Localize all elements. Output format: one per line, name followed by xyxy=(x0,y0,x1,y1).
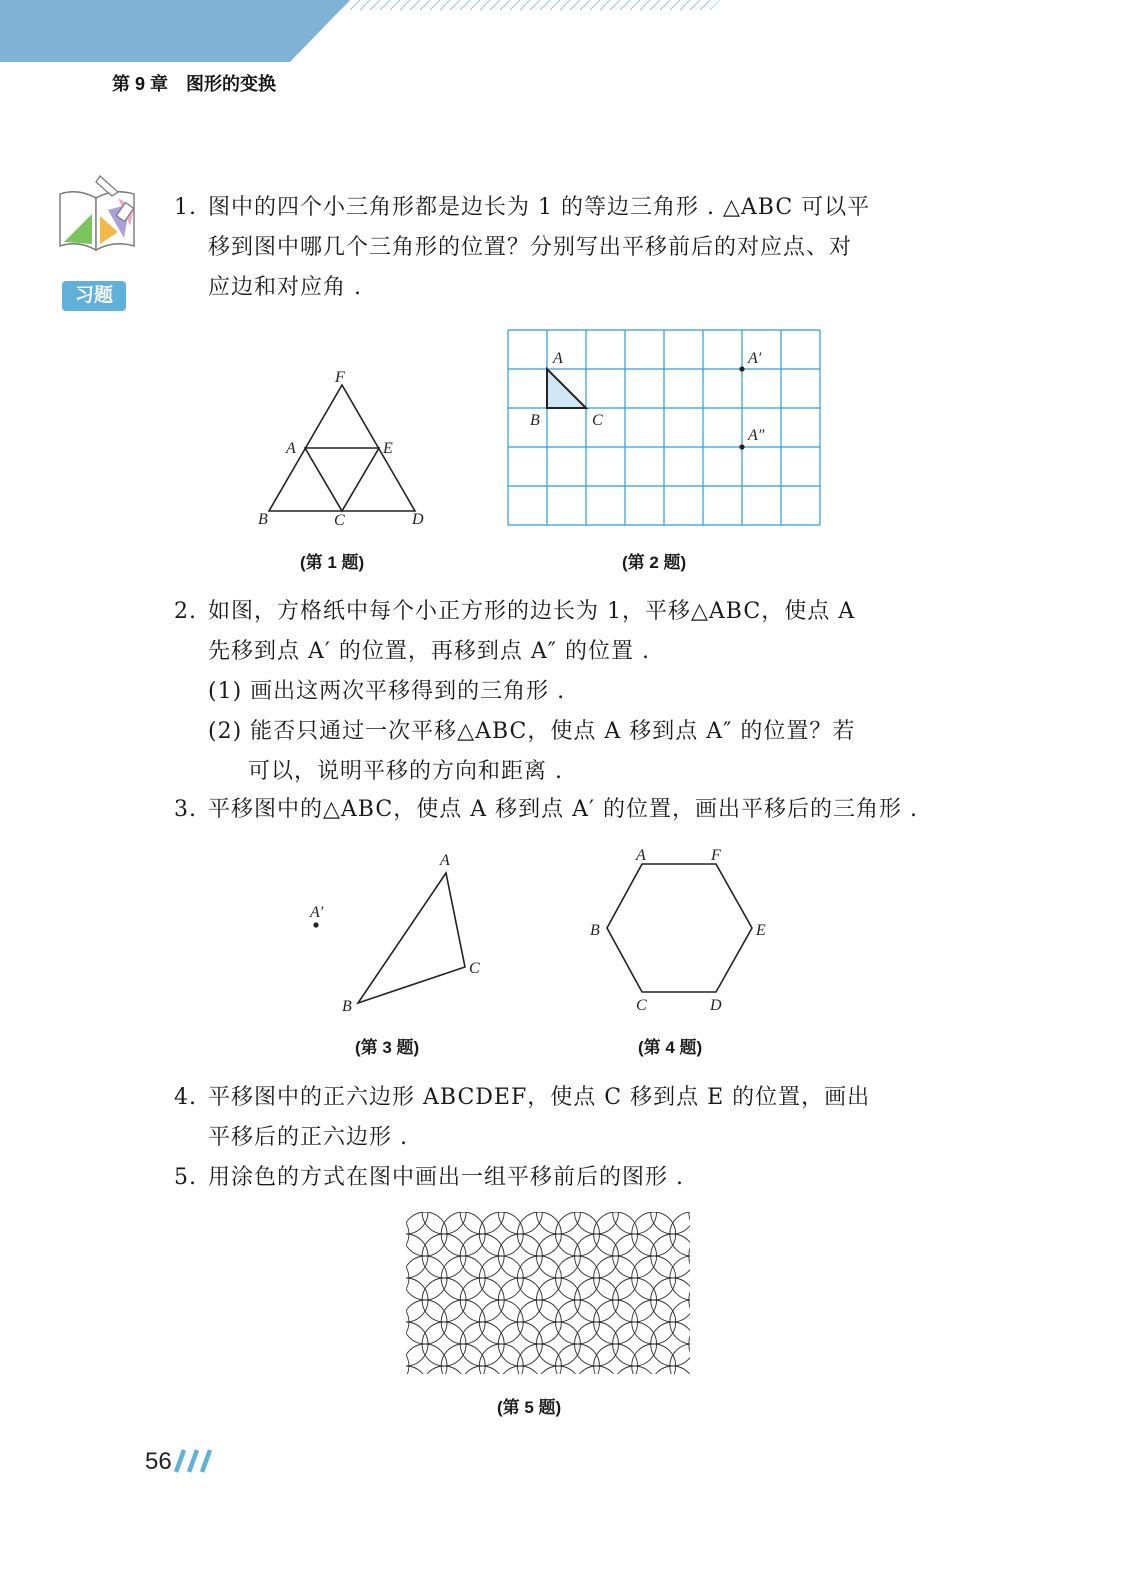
label-B: B xyxy=(590,922,600,939)
label-A: A xyxy=(636,847,646,864)
page-number: 56 xyxy=(145,1448,172,1475)
hexagon-abcdef xyxy=(607,864,752,992)
triangle-abc xyxy=(547,369,586,408)
label-E: E xyxy=(383,440,393,457)
question-1-line-2: 移到图中哪几个三角形的位置？分别写出平移前后的对应点、对 xyxy=(208,235,853,260)
label-A-prime: A′ xyxy=(310,904,324,921)
header-band xyxy=(0,0,1128,62)
question-1-line-1: 1. 图中的四个小三角形都是边长为 1 的等边三角形 . △ABC 可以平 xyxy=(174,188,870,228)
figure-1-caption: (第 1 题) xyxy=(300,553,365,572)
pattern-circle xyxy=(632,1344,676,1377)
figure-3-triangle xyxy=(300,845,500,1025)
pattern-circle xyxy=(403,1344,447,1377)
pattern-circle xyxy=(479,1344,523,1377)
pattern-circle xyxy=(498,1366,542,1377)
triangle-abc xyxy=(358,873,465,1003)
pattern-circle xyxy=(556,1344,600,1377)
question-2-sub-2-line-1: (2) 能否只通过一次平移△ABC，使点 A 移到点 A″ 的位置？若 xyxy=(208,719,856,744)
pattern-circle xyxy=(403,1209,409,1212)
label-D: D xyxy=(710,997,722,1014)
question-1-line-3: 应边和对应角 . xyxy=(208,275,362,300)
question-2-line-1: 2. 如图，方格纸中每个小正方形的边长为 1，平移△ABC，使点 A xyxy=(174,592,855,632)
chapter-title: 第 9 章 图形的变换 xyxy=(112,74,277,94)
figure-3-caption: (第 3 题) xyxy=(355,1038,420,1057)
pattern-circle xyxy=(422,1366,466,1377)
label-A-double-prime: A″ xyxy=(748,427,765,444)
figure-2-caption: (第 2 题) xyxy=(622,553,687,572)
point-a-double-prime xyxy=(739,444,744,449)
figure-1-triangles xyxy=(252,365,432,535)
figure-5-caption: (第 5 题) xyxy=(497,1398,562,1417)
exercise-badge: 习题 xyxy=(62,281,126,311)
question-5-line-1: 5. 用涂色的方式在图中画出一组平移前后的图形 . xyxy=(174,1158,684,1198)
point-a-prime xyxy=(739,366,744,371)
label-B: B xyxy=(530,412,540,429)
question-4-number: 4. xyxy=(174,1085,197,1110)
question-5-number: 5. xyxy=(174,1165,197,1190)
figure-4-hexagon xyxy=(580,840,780,1020)
question-1-number: 1. xyxy=(174,195,197,220)
question-2-sub-2-line-2: 可以，说明平移的方向和距离 . xyxy=(248,759,563,784)
pattern-circle xyxy=(517,1344,561,1377)
pattern-circle xyxy=(613,1366,657,1377)
label-F: F xyxy=(335,369,345,386)
figure-5-circle-pattern xyxy=(403,1209,693,1377)
pattern-circle xyxy=(403,1209,447,1212)
label-B: B xyxy=(258,511,268,528)
pattern-circle xyxy=(536,1366,580,1377)
book-icon xyxy=(52,174,144,258)
pattern-circle xyxy=(441,1209,485,1212)
pattern-circle xyxy=(689,1366,693,1377)
question-2-sub-1: (1) 画出这两次平移得到的三角形 . xyxy=(208,679,566,704)
pattern-circle xyxy=(575,1366,619,1377)
question-4-line-2: 平移后的正六边形 . xyxy=(208,1125,408,1150)
question-3-number: 3. xyxy=(174,797,197,822)
pattern-circle xyxy=(517,1209,561,1212)
label-C: C xyxy=(592,412,603,429)
pattern-circle xyxy=(594,1344,638,1377)
label-D: D xyxy=(412,511,424,528)
figure-4-caption: (第 4 题) xyxy=(638,1038,703,1057)
question-2-line-2: 先移到点 A′ 的位置，再移到点 A″ 的位置 . xyxy=(208,639,650,664)
pattern-circle xyxy=(403,1344,409,1377)
label-C: C xyxy=(636,997,647,1014)
label-C: C xyxy=(334,512,345,529)
label-A: A xyxy=(286,440,296,457)
pattern-circle xyxy=(403,1366,428,1377)
label-A: A xyxy=(440,852,450,869)
page-number-slashes xyxy=(172,1446,220,1476)
figure-2-grid xyxy=(505,327,825,529)
question-2-number: 2. xyxy=(174,599,197,624)
label-C: C xyxy=(469,960,480,977)
pattern-circle xyxy=(689,1209,693,1234)
pattern-circle xyxy=(556,1209,600,1212)
question-3-line-1: 3. 平移图中的△ABC，使点 A 移到点 A′ 的位置，画出平移后的三角形 . xyxy=(174,790,918,830)
label-A-prime: A′ xyxy=(748,350,762,367)
pattern-circle xyxy=(670,1209,693,1212)
pattern-circle xyxy=(594,1209,638,1212)
label-F: F xyxy=(711,847,721,864)
pattern-circle xyxy=(651,1366,693,1377)
pattern-circle xyxy=(479,1209,523,1212)
label-E: E xyxy=(756,922,766,939)
label-A: A xyxy=(553,350,563,367)
inner-triangle xyxy=(305,448,379,511)
point-a-prime xyxy=(313,922,318,927)
pattern-circle xyxy=(441,1344,485,1377)
pattern-circle xyxy=(632,1209,676,1212)
question-4-line-1: 4. 平移图中的正六边形 ABCDEF，使点 C 移到点 E 的位置，画出 xyxy=(174,1078,870,1118)
label-B: B xyxy=(342,998,352,1015)
pattern-circle xyxy=(460,1366,504,1377)
